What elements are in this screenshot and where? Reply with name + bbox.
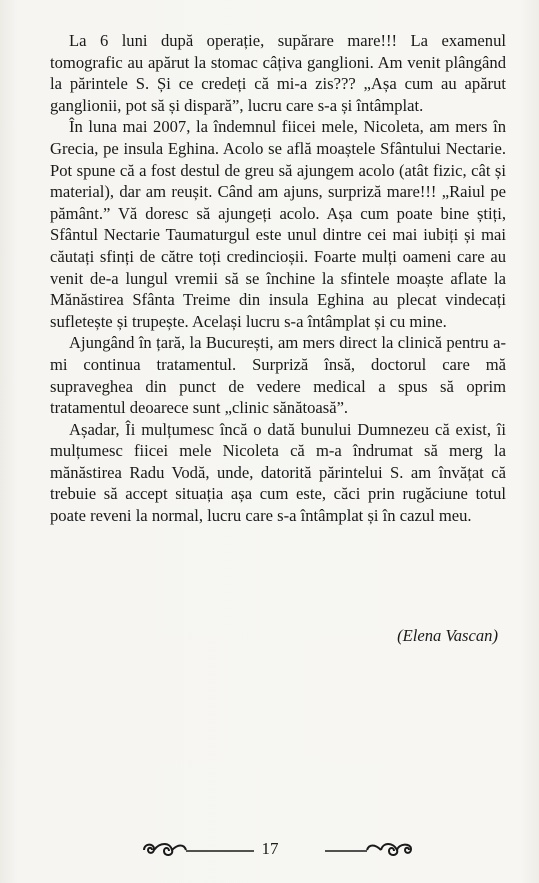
paragraph: Ajungând în țară, la București, am mers direct la clinică pentru a-mi continua tratamentul. Surpriză însă, doctorul care mă supraveghea din punct de vedere medical a spus să oprim tratamentul deoarece sunt „clinic sănătoasă”. — [50, 333, 506, 418]
paragraph: La 6 luni după operație, supărare mare!!! La examenul tomografic au apărut la stomac câțiva ganglioni. Am venit plângând la părintele S. Și ce credeți că mi-a zis??? „Așa cum au apărut ganglionii, pot să și dispară”, lucru care s-a și întâmplat. — [50, 31, 506, 115]
paragraph: În luna mai 2007, la îndemnul fiicei mele, Nicoleta, am mers în Grecia, pe insula Eghina. Acolo se află moaștele Sfântului Nectarie. Pot spune că a fost destul de greu să ajungem acolo (atât fizic, cât și material), dar am reușit. Când am ajuns, surpriză mare!!! „Raiul pe pământ.” Vă doresc să ajungeți acolo. Așa cum poate bine știți, Sfântul Nectarie Taumaturgul este unul dintre cei mai iubiți și mai căutați sfinți de către toți credincioșii. Foarte mulți oameni care au venit de-a lungul vremii să se închine la sfintele moaște aflate la Mănăstirea Sfânta Treime din insula Eghina au plecat vindecați sufletește și trupește. Același lucru s-a întâmplat și cu mine. — [50, 117, 506, 331]
body-text — [50, 30, 506, 527]
page-footer — [0, 836, 539, 862]
ornament-scroll-icon — [325, 840, 415, 860]
page-number: 17 — [261, 839, 279, 858]
author-signature: (Elena Vascan) — [397, 626, 498, 645]
ornament-scroll-icon — [140, 840, 258, 860]
paragraph: Așadar, Îi mulțumesc încă o dată bunului Dumnezeu că exist, îi mulțumesc fiicei mele Nicoleta că m-a îndrumat să merg la mănăstirea Radu Vodă, unde, datorită părintelui S. am învățat că trebuie să accept situația așa cum este, căci prin rugăciune totul poate reveni la normal, lucru care s-a întâmplat și în cazul meu. — [50, 419, 506, 526]
